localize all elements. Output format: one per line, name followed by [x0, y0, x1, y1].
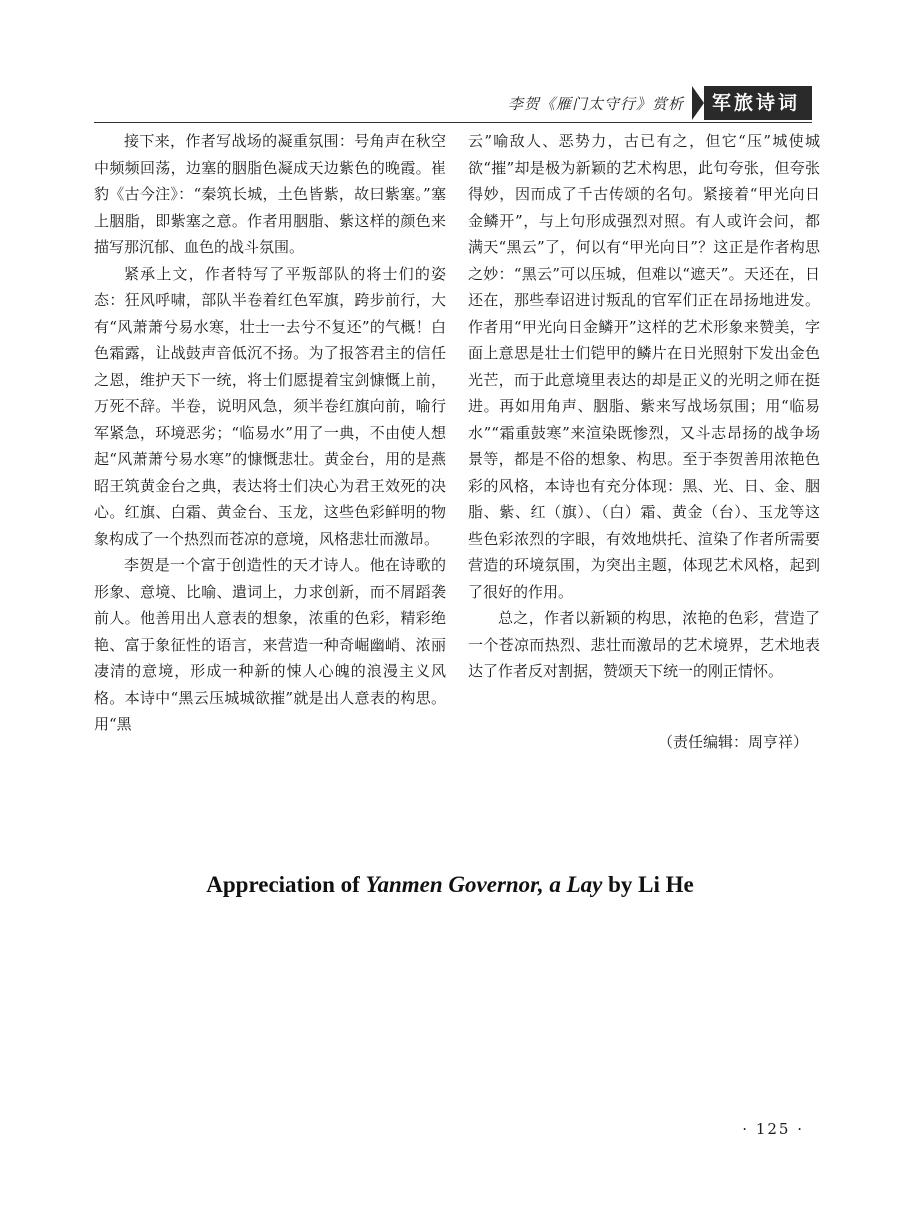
editor-credit: （责任编辑：周亨祥） [657, 732, 808, 751]
right-column [468, 128, 820, 752]
header-arrow-icon [692, 86, 704, 120]
paragraph: 紧承上文，作者特写了平叛部队的将士们的姿态：狂风呼啸，部队半卷着红色军旗，跨步前行，大有“风萧萧兮易水寒，壮士一去兮不复还”的气概！白色霜露，让战鼓声音低沉不扬。为了报答君主的信任之恩，维护天下一统，将士们愿提着宝剑慷慨上前，万死不辞。半卷，说明风急，须半卷红旗向前，喻行军紧急，环境恶劣；“临易水”用了一典，不由使人想起“风萧萧兮易水寒”的慷慨悲壮。黄金台，用的是燕昭王筑黄金台之典，表达将士们决心为君王效死的决心。红旗、白霜、黄金台、玉龙，这些色彩鲜明的物象构成了一个热烈而苍凉的意境，风格悲壮而激昂。 [94, 264, 446, 548]
running-header-title: 李贺《雁门太守行》赏析 [507, 94, 684, 113]
english-title-italic: Yanmen Governor, a Lay [365, 872, 603, 897]
english-title-prefix: Appreciation of [206, 872, 366, 897]
paragraph: 李贺是一个富于创造性的天才诗人。他在诗歌的形象、意境、比喻、遣词上，力求创新，而不屑蹈袭前人。他善用出人意表的想象，浓重的色彩，精彩绝艳、富于象征性的语言，来营造一种奇崛幽峭、浓丽凄清的意境，形成一种新的悚人心魄的浪漫主义风格。本诗中“黑云压城城欲摧”就是出人意表的构思。用“黑 [94, 556, 446, 733]
page-number: · 125 · [742, 1120, 804, 1138]
running-header [508, 86, 812, 120]
section-badge: 军旅诗词 [704, 86, 812, 120]
paragraph: 总之，作者以新颖的构思，浓艳的色彩，营造了一个苍凉而热烈、悲壮而激昂的艺术境界，艺术地表达了作者反对割据，赞颂天下统一的刚正情怀。 [468, 609, 820, 680]
paragraph-continued: 云”喻敌人、恶势力，古已有之，但它“压”城使城欲“摧”却是极为新颖的艺术构思，此句夸张，但夸张得妙，因而成了千古传颂的名句。紧接着“甲光向日金鳞开”，与上句形成强烈对照。有人或许会问，都满天“黑云”了，何以有“甲光向日”？这正是作者构思之妙：“黑云”可以压城，但难以“遮天”。天还在，日还在，那些奉诏进讨叛乱的官军们正在昂扬地进发。作者用“甲光向日金鳞开”这样的艺术形象来赞美，字面上意思是壮士们铠甲的鳞片在日光照射下发出金色光芒，而于此意境里表达的却是正义的光明之师在挺进。再如用角声、胭脂、紫来写战场氛围；用“临易水”“霜重鼓寒”来渲染既惨烈，又斗志昂扬的战争场景等，都是不俗的想象、构思。至于李贺善用浓艳色彩的风格，本诗也有充分体现：黑、光、日、金、胭脂、紫、红（旗）、（白）霜、黄金（台）、玉龙等这些色彩浓烈的字眼，有效地烘托、渲染了作者所需要营造的环境氛围，为突出主题，体现艺术风格，起到了很好的作用。 [468, 132, 820, 601]
english-title-suffix: by Li He [602, 872, 694, 897]
english-title [0, 872, 900, 898]
header-rule [94, 122, 812, 123]
left-column [94, 128, 446, 738]
paragraph: 接下来，作者写战场的凝重氛围：号角声在秋空中频频回荡，边塞的胭脂色凝成天边紫色的晚霞。崔豹《古今注》：“秦筑长城，土色皆紫，故曰紫塞。”塞上胭脂，即紫塞之意。作者用胭脂、紫这样的颜色来描写那沉郁、血色的战斗氛围。 [94, 132, 446, 256]
